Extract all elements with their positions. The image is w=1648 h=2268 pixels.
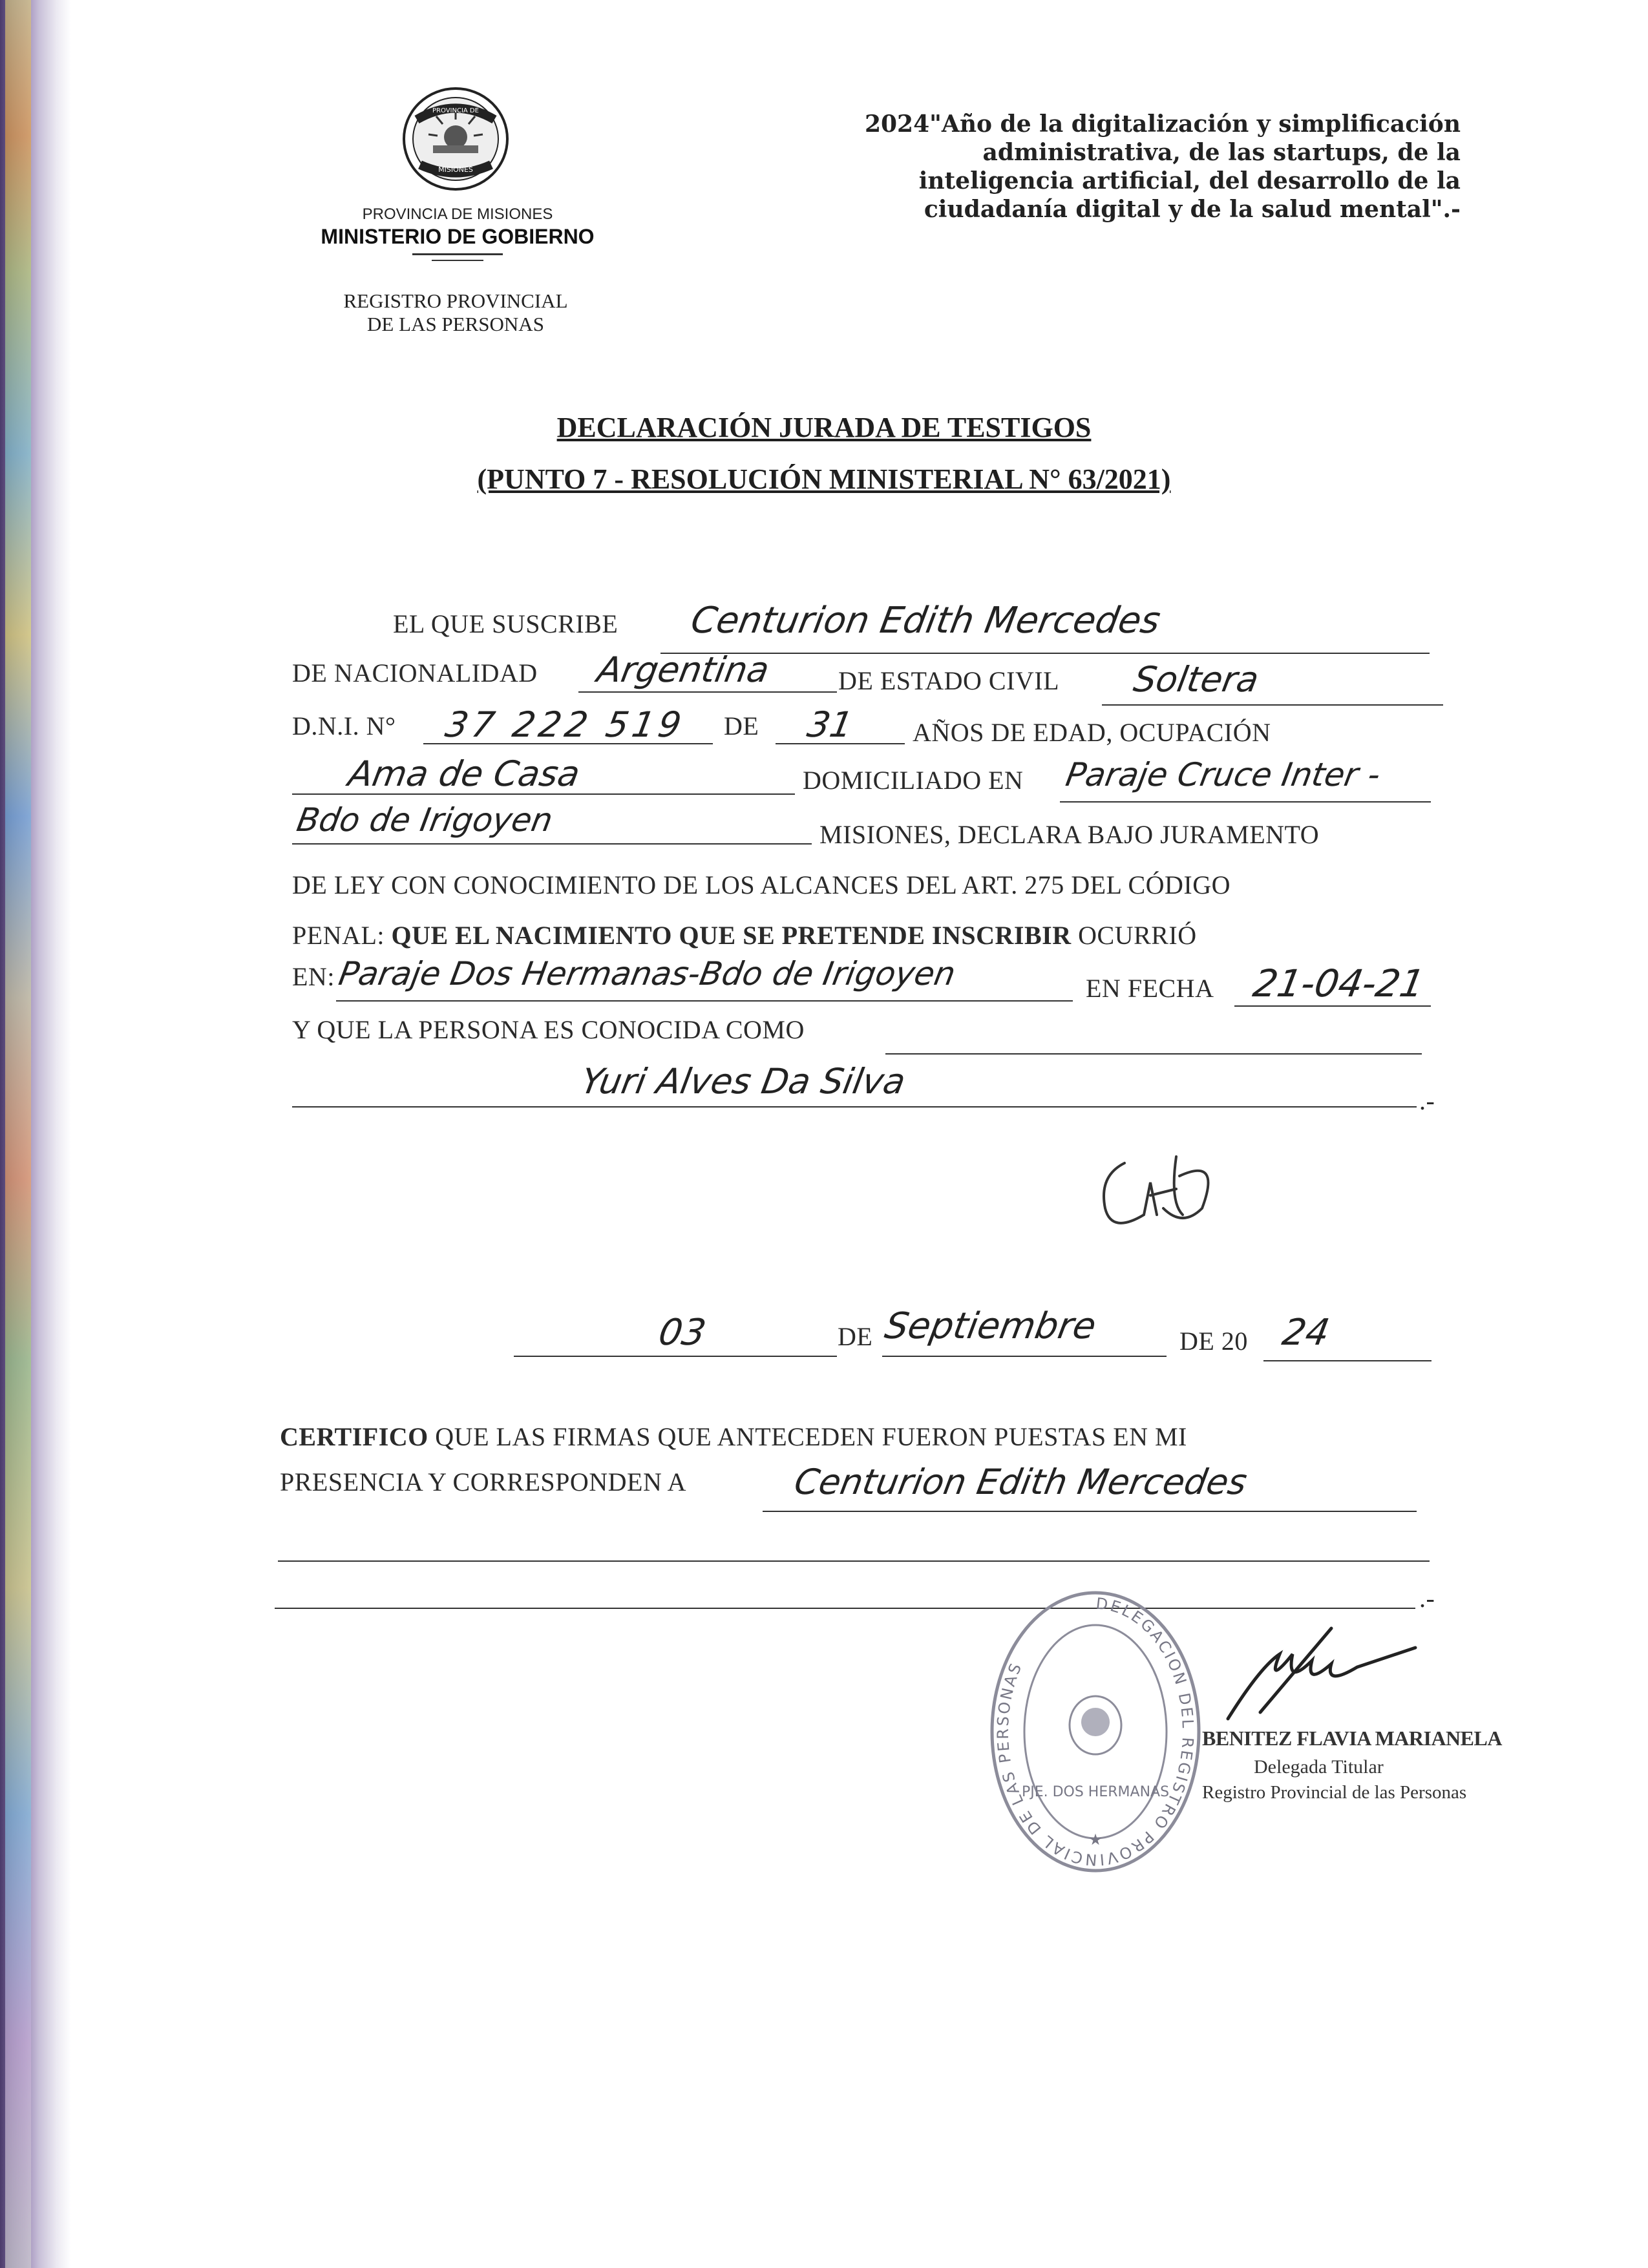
witness-signature	[1086, 1137, 1228, 1241]
hw-anio: 24	[1279, 1312, 1333, 1354]
label-en-fecha: EN FECHA	[1086, 974, 1214, 1003]
label-presencia: PRESENCIA Y CORRESPONDEN A	[280, 1467, 687, 1496]
label-certifico-rest: QUE LAS FIRMAS QUE ANTECEDEN FUERON PUESTAS EN MI	[435, 1422, 1187, 1451]
document-subtitle: (PUNTO 7 - RESOLUCIÓN MINISTERIAL N° 63/2021)	[477, 463, 1171, 495]
end-dash-2: .-	[1419, 1584, 1435, 1613]
motto-line-2: administrativa, de las startups, de la	[982, 139, 1461, 166]
hw-lugar: Paraje Dos Hermanas-Bdo de Irigoyen	[335, 955, 958, 992]
field-line-corresponde	[763, 1511, 1417, 1512]
seal-ring-text: DELEGACION DEL REGISTRO PROVINCIAL DE LAS PERSONAS	[993, 1594, 1198, 1869]
registry-line-2: DE LAS PERSONAS	[367, 313, 544, 335]
seal-center-text: PJE. DOS HERMANAS	[1021, 1784, 1170, 1800]
field-line-dia	[514, 1356, 837, 1357]
label-en: EN:	[292, 962, 335, 991]
label-certifico	[280, 1422, 1187, 1452]
emblem-text-top: PROVINCIA DE	[432, 107, 479, 114]
hw-persona: Yuri Alves Da Silva	[578, 1061, 909, 1102]
label-ocurrio: OCURRIÓ	[1078, 921, 1197, 950]
field-line-persona-2	[292, 1106, 1417, 1108]
hw-ocupacion: Ama de Casa	[345, 753, 584, 794]
label-dni: D.N.I. N°	[292, 711, 396, 740]
hw-nombre: Centurion Edith Mercedes	[688, 600, 1164, 642]
label-domiciliado: DOMICILIADO EN	[803, 766, 1024, 795]
hw-edad: 31	[804, 704, 856, 745]
label-estado-civil: DE ESTADO CIVIL	[838, 666, 1060, 695]
label-anos-edad: AÑOS DE EDAD, OCUPACIÓN	[913, 718, 1271, 747]
year-motto	[795, 110, 1461, 224]
hw-domicilio-1: Paraje Cruce Inter -	[1062, 756, 1384, 793]
hw-dia: 03	[655, 1312, 709, 1354]
hw-nacionalidad: Argentina	[594, 649, 772, 690]
header-rule	[412, 253, 503, 255]
seal-star-icon: ★	[1088, 1831, 1103, 1849]
field-line-domicilio	[1060, 801, 1431, 803]
label-persona-conocida: Y QUE LA PERSONA ES CONOCIDA COMO	[292, 1015, 805, 1044]
signer-name: BENITEZ FLAVIA MARIANELA	[1202, 1727, 1502, 1750]
registry-name	[304, 289, 607, 336]
label-date-de: DE	[838, 1322, 873, 1351]
registry-seal	[982, 1583, 1209, 1880]
label-penal-bold: QUE EL NACIMIENTO QUE SE PRETENDE INSCRIBIR	[391, 921, 1072, 950]
field-line-corresponde-3	[275, 1608, 1415, 1609]
ministry-name: MINISTERIO DE GOBIERNO	[321, 225, 595, 248]
hw-dni: 37 222 519	[442, 704, 688, 745]
label-penal-prefix: PENAL:	[292, 921, 385, 950]
official-signature	[1221, 1615, 1441, 1732]
signer-office: Registro Provincial de las Personas	[1202, 1782, 1467, 1803]
motto-line-4: ciudadanía digital y de la salud mental".-	[924, 196, 1461, 223]
field-line-anio	[1263, 1360, 1431, 1361]
hw-mes: Septiembre	[882, 1305, 1099, 1347]
label-penal	[292, 920, 1197, 950]
document-title: DECLARACIÓN JURADA DE TESTIGOS	[556, 412, 1092, 443]
label-misiones-declara: MISIONES, DECLARA BAJO JURAMENTO	[819, 820, 1320, 849]
field-line-domicilio-2	[292, 843, 812, 845]
field-line-nombre	[660, 653, 1430, 654]
registry-line-1: REGISTRO PROVINCIAL	[343, 289, 568, 312]
hw-estado-civil: Soltera	[1130, 659, 1262, 700]
label-date-de20: DE 20	[1179, 1327, 1248, 1356]
scan-edge	[0, 0, 71, 2268]
hw-fecha: 21-04-21	[1250, 961, 1428, 1005]
field-line-mes	[882, 1356, 1167, 1357]
field-line-fecha	[1234, 1005, 1431, 1007]
label-certifico-bold: CERTIFICO	[280, 1422, 428, 1451]
field-line-corresponde-2	[278, 1560, 1430, 1562]
header-rule-short	[432, 260, 483, 261]
province-emblem	[397, 84, 514, 194]
end-dash-1: .-	[1419, 1086, 1435, 1115]
field-line-persona	[885, 1053, 1422, 1055]
emblem-text-bottom: MISIONES	[438, 165, 473, 174]
field-line-estado-civil	[1102, 704, 1443, 706]
label-de-ley: DE LEY CON CONOCIMIENTO DE LOS ALCANCES DEL ART. 275 DEL CÓDIGO	[292, 870, 1231, 899]
field-line-nacionalidad	[578, 691, 837, 693]
motto-line-1: 2024"Año de la digitalización y simplificación	[864, 110, 1461, 138]
hw-domicilio-2: Bdo de Irigoyen	[293, 801, 556, 839]
label-el-que-suscribe: EL QUE SUSCRIBE	[393, 609, 618, 638]
label-de: DE	[724, 711, 759, 740]
label-nacionalidad: DE NACIONALIDAD	[292, 658, 538, 688]
field-line-lugar	[336, 1000, 1073, 1002]
motto-line-3: inteligencia artificial, del desarrollo de la	[918, 167, 1461, 194]
signer-role: Delegada Titular	[1254, 1756, 1384, 1778]
hw-corresponde: Centurion Edith Mercedes	[791, 1462, 1251, 1502]
province-name: PROVINCIA DE MISIONES	[362, 205, 553, 223]
